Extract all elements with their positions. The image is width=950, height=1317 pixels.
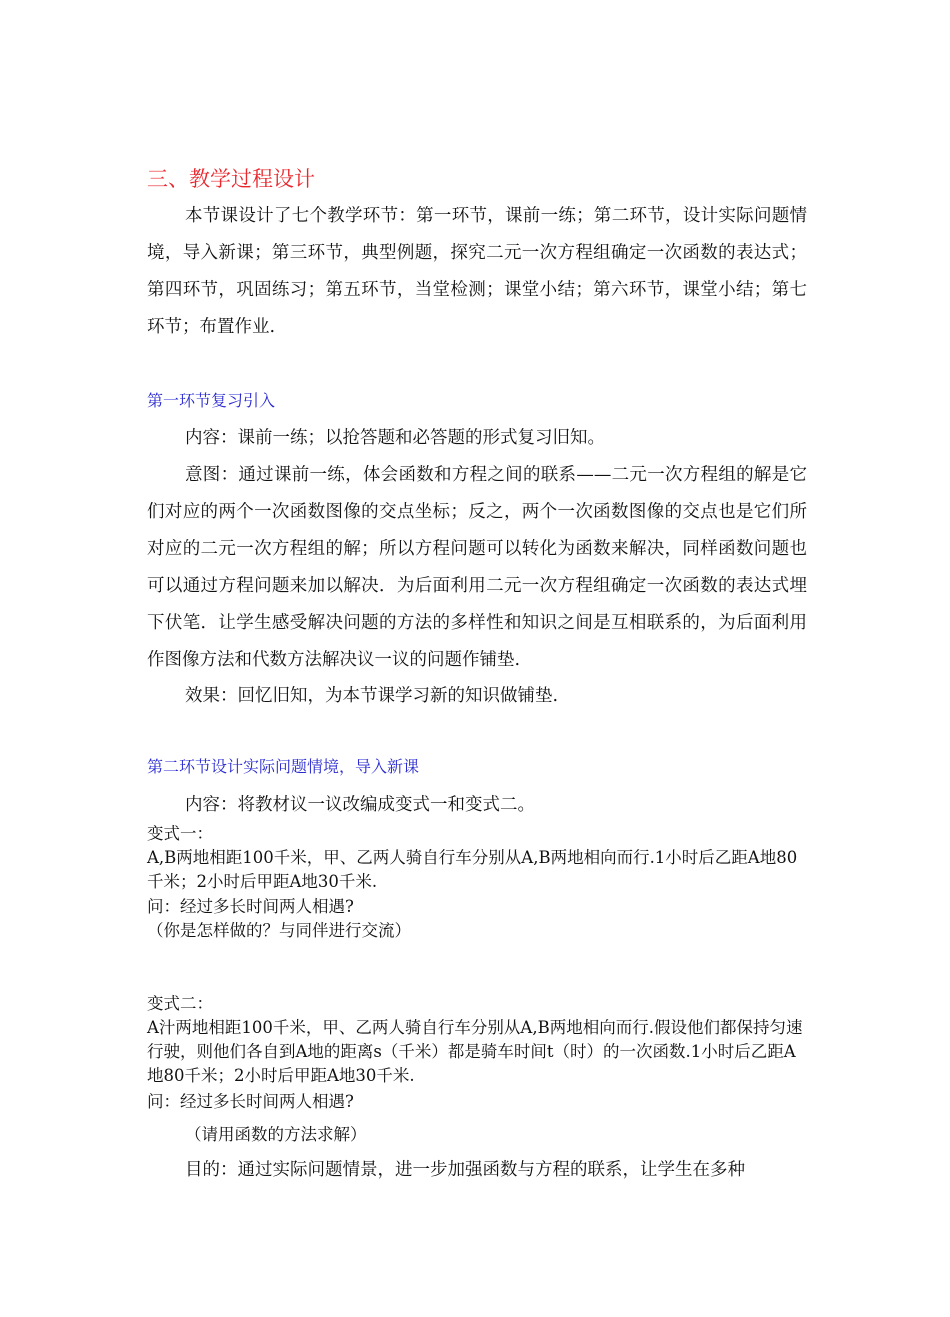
- step2-purpose: 目的：通过实际问题情景，进一步加强函数与方程的联系，让学生在多种: [185, 1160, 745, 1180]
- variant2-question: 问：经过多长时间两人相遇?: [147, 1092, 354, 1111]
- variant1-text: A,B两地相距100千米，甲、乙两人骑自行车分别从A,B两地相向而行.1小时后乙距A地80千米；2小时后甲距A地30千米.: [147, 848, 798, 891]
- step1-intent: 意图：通过课前一练，体会函数和方程之间的联系——二元一次方程组的解是它们对应的两个一次函数图像的交点坐标；反之，两个一次函数图像的交点也是它们所对应的二元一次方程组的解；所以方程问题可以转化为函数来解决，同样函数问题也可以通过方程问题来加以解决．为后面利用二元一次方程组确定一次函数的表达式埋下伏笔．让学生感受解决问题的方法的多样性和知识之间是互相联系的，为后面利用作图像方法和代数方法解决议一议的问题作铺垫.: [147, 465, 807, 670]
- step1-effect: 效果：回忆旧知，为本节课学习新的知识做铺垫.: [185, 686, 559, 706]
- variant1-label: 变式一：: [147, 824, 213, 843]
- variant2-note: （请用函数的方法求解）: [185, 1125, 367, 1144]
- step2-content: 内容：将教材议一议改编成变式一和变式二。: [185, 795, 535, 815]
- section-heading: 三、教学过程设计: [147, 167, 315, 191]
- variant2-label: 变式二：: [147, 994, 213, 1013]
- step1-content: 内容：课前一练；以抢答题和必答题的形式复习旧知。: [185, 428, 605, 448]
- variant2-text: A汁两地相距100千米，甲、乙两人骑自行车分别从A,B两地相向而行.假设他们都保持匀速行驶，则他们各自到A地的距离s（千米）都是骑车时间t（时）的一次函数.1小时后乙距A地80千米；2小时后甲距A地30千米.: [147, 1018, 803, 1085]
- step2-heading: 第二环节设计实际问题情境，导入新课: [147, 757, 420, 776]
- variant1-question: 问：经过多长时间两人相遇?: [147, 897, 354, 916]
- variant1-note: （你是怎样做的？与同伴进行交流）: [147, 921, 411, 940]
- step1-heading: 第一环节复习引入: [147, 391, 276, 410]
- intro-paragraph: 本节课设计了七个教学环节：第一环节，课前一练；第二环节，设计实际问题情境，导入新课；第三环节，典型例题，探究二元一次方程组确定一次函数的表达式；第四环节，巩固练习；第五环节，当堂检测；课堂小结；第六环节，课堂小结；第七环节；布置作业.: [147, 206, 807, 337]
